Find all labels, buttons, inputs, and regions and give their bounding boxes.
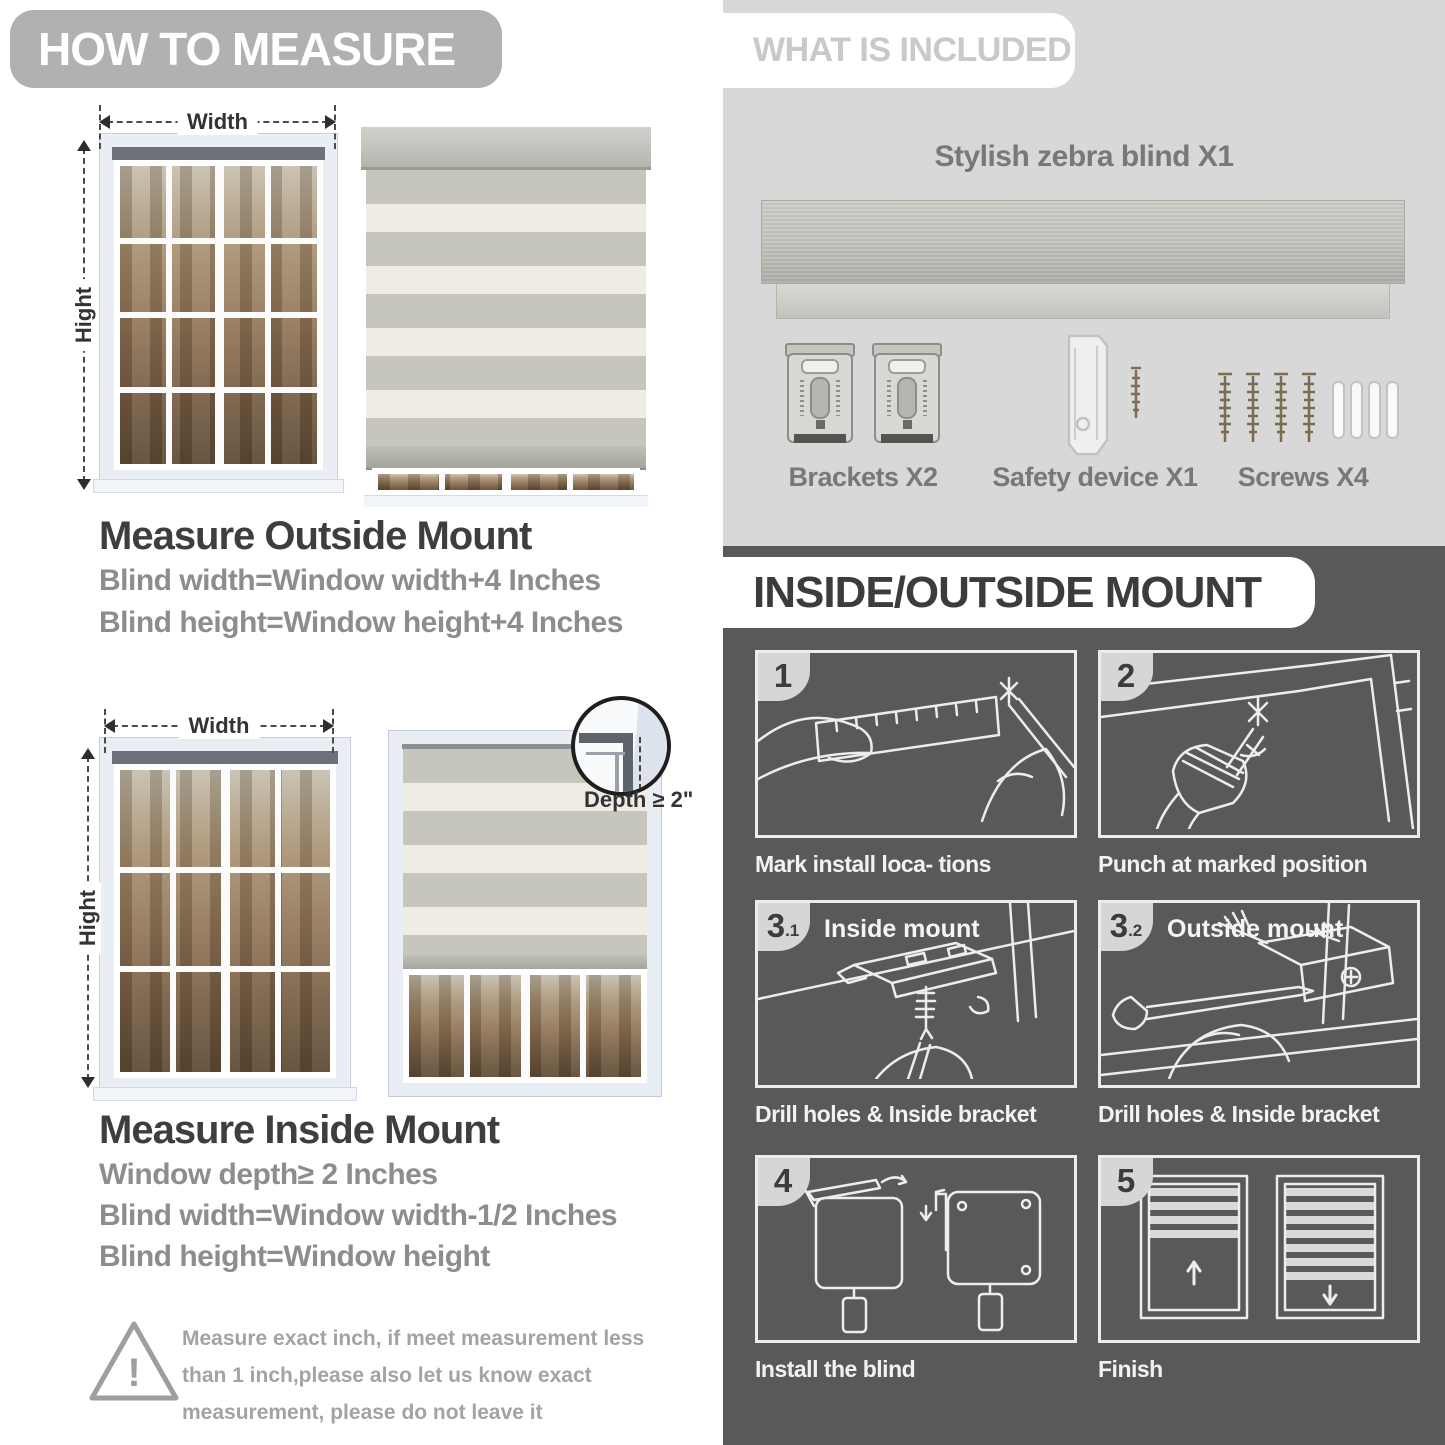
zebra-blind-illustration: [364, 127, 648, 507]
outside-rule-width: Blind width=Window width+4 Inches: [99, 564, 601, 597]
window-sill: [93, 1087, 357, 1101]
mount-header: [723, 557, 1315, 628]
inside-rule-depth: Window depth≥ 2 Inches: [99, 1158, 438, 1191]
width-label: Width: [179, 713, 260, 739]
inside-rule-height: Blind height=Window height: [99, 1240, 490, 1273]
safety-device-label: Safety device X1: [992, 462, 1198, 492]
window-photo: [120, 166, 317, 464]
what-is-included-panel: [723, 0, 1445, 546]
blind-bottom-rail: [366, 446, 646, 470]
width-arrow: [104, 714, 334, 738]
step-caption: Finish: [1098, 1356, 1163, 1382]
window-sill: [93, 479, 344, 493]
step-3-2: 3 .2 Outside mount Drill holes & Inside bracket: [1098, 900, 1420, 1128]
step-caption: Mark install loca- tions: [755, 851, 991, 877]
product-label: Stylish zebra blind X1: [934, 140, 1234, 173]
step-caption: Drill holes & Inside bracket: [1098, 1101, 1380, 1127]
how-to-measure-title: HOW TO MEASURE: [38, 23, 456, 75]
zebra-blind-cassette-illustration: [761, 200, 1405, 284]
mount-instructions-panel: [723, 546, 1445, 1445]
step-caption: Punch at marked position: [1098, 851, 1368, 877]
window-sill: [364, 495, 648, 507]
depth-label: Depth ≥ 2": [584, 787, 694, 812]
inside-mount-heading: Measure Inside Mount: [99, 1108, 500, 1152]
step-badge: 5: [1099, 1156, 1153, 1206]
anchors: [1333, 382, 1398, 438]
step-badge: 3 .1: [756, 901, 810, 951]
brackets-label: Brackets X2: [788, 462, 938, 492]
step-5: [1098, 1155, 1420, 1383]
what-is-included-title: WHAT IS INCLUDED: [753, 31, 1072, 69]
step-badge: 2: [1099, 651, 1153, 701]
window-jamb: [112, 751, 338, 764]
measure-warning-note: Measure exact inch, if meet measurement less than 1 inch,please also let us know exact measurement, please do not leave it: [182, 1327, 645, 1424]
step-4: [755, 1155, 1077, 1383]
inside-rule-width: Blind width=Window width-1/2 Inches: [99, 1199, 618, 1232]
window-outside-illustration: [99, 133, 338, 483]
what-is-included-header: [723, 13, 1075, 88]
blind-stripes: [366, 170, 646, 446]
how-to-measure-header: [10, 10, 502, 88]
window-jamb: [112, 147, 325, 160]
outside-mount-heading: Measure Outside Mount: [99, 514, 532, 558]
height-label: Hight: [75, 882, 101, 954]
step-3-1: 3 .1 Inside mount Drill holes & Inside bracket: [755, 900, 1077, 1128]
width-arrow: [99, 110, 336, 134]
height-label: Hight: [71, 279, 97, 351]
blind-headrail: [361, 127, 651, 170]
step-badge: 1: [756, 651, 810, 701]
brackets-icon: [781, 342, 946, 454]
step-badge: 3 .2: [1099, 901, 1153, 951]
step-1: [755, 650, 1077, 878]
depth-magnifier-icon: [571, 696, 671, 796]
step-caption: Drill holes & Inside bracket: [755, 1101, 1037, 1127]
height-arrow: [76, 748, 100, 1088]
width-label: Width: [177, 109, 258, 135]
svg-text:!: !: [127, 1351, 141, 1395]
window-photo: [409, 975, 641, 1077]
height-arrow: [72, 140, 96, 490]
screws-icon: [1215, 368, 1401, 456]
window-inside-illustration: [99, 737, 351, 1091]
step-2: [1098, 650, 1420, 878]
step-badge: 4: [756, 1156, 810, 1206]
exclamation-triangle-icon: [86, 1316, 182, 1406]
mount-title: INSIDE/OUTSIDE MOUNT: [753, 567, 1262, 617]
step-caption: Install the blind: [755, 1356, 916, 1382]
screws-label: Screws X4: [1237, 462, 1369, 492]
window-photo: [120, 770, 330, 1072]
window-photo: [378, 474, 634, 490]
outside-rule-height: Blind height=Window height+4 Inches: [99, 606, 623, 639]
safety-device-icon: [1053, 332, 1153, 460]
